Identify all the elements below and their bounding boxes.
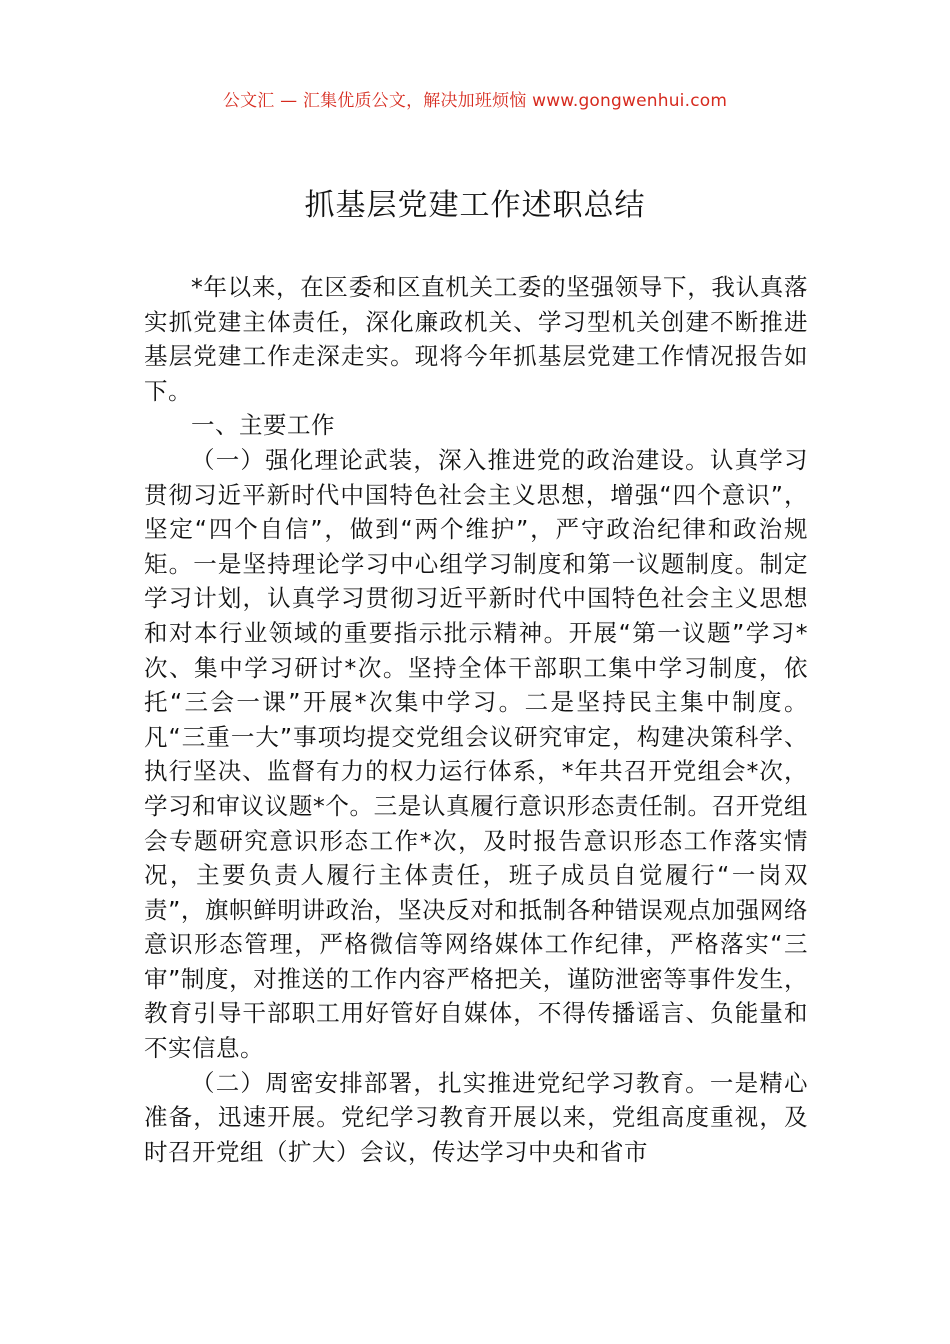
header-watermark: 公文汇 — 汇集优质公文，解决加班烦恼 www.gongwenhui.com xyxy=(222,91,728,111)
paragraph-intro: *年以来，在区委和区直机关工委的坚强领导下，我认真落实抓党建主体责任，深化廉政机关、学习型机关创建不断推进基层党建工作走深走实。现将今年抓基层党建工作情况报告如下。 xyxy=(144,273,808,405)
paragraph-section-1: （一）强化理论武装，深入推进党的政治建设。认真学习贯彻习近平新时代中国特色社会主义思想，增强“四个意识”，坚定“四个自信”，做到“两个维护”，严守政治纪律和政治规矩。一是坚持理论学习中心组学习制度和第一议题制度。制定学习计划，认真学习贯彻习近平新时代中国特色社会主义思想和对本行业领域的重要指示批示精神。开展“第一议题”学习*次、集中学习研讨*次。坚持全体干部职工集中学习制度，依托“三会一课”开展*次集中学习。二是坚持民主集中制度。凡“三重一大”事项均提交党组会议研究审定，构建决策科学、执行坚决、监督有力的权力运行体系，*年共召开党组会*次，学习和审议议题*个。三是认真履行意识形态责任制。召开党组会专题研究意识形态工作*次，及时报告意识形态工作落实情况，主要负责人履行主体责任，班子成员自觉履行“一岗双责”，旗帜鲜明讲政治，坚决反对和抵制各种错误观点加强网络意识形态管理，严格微信等网络媒体工作纪律，严格落实“三审”制度，对推送的工作内容严格把关，谨防泄密等事件发生，教育引导干部职工用好管好自媒体，不得传播谣言、负能量和不实信息。 xyxy=(144,445,808,1063)
document-body xyxy=(144,270,808,1169)
section-heading: 一、主要工作 xyxy=(191,411,335,440)
paragraph-section-2: （二）周密安排部署，扎实推进党纪学习教育。一是精心准备，迅速开展。党纪学习教育开展以来，党组高度重视，及时召开党组（扩大）会议，传达学习中央和省市 xyxy=(144,1068,808,1166)
document-title: 抓基层党建工作述职总结 xyxy=(304,188,646,223)
